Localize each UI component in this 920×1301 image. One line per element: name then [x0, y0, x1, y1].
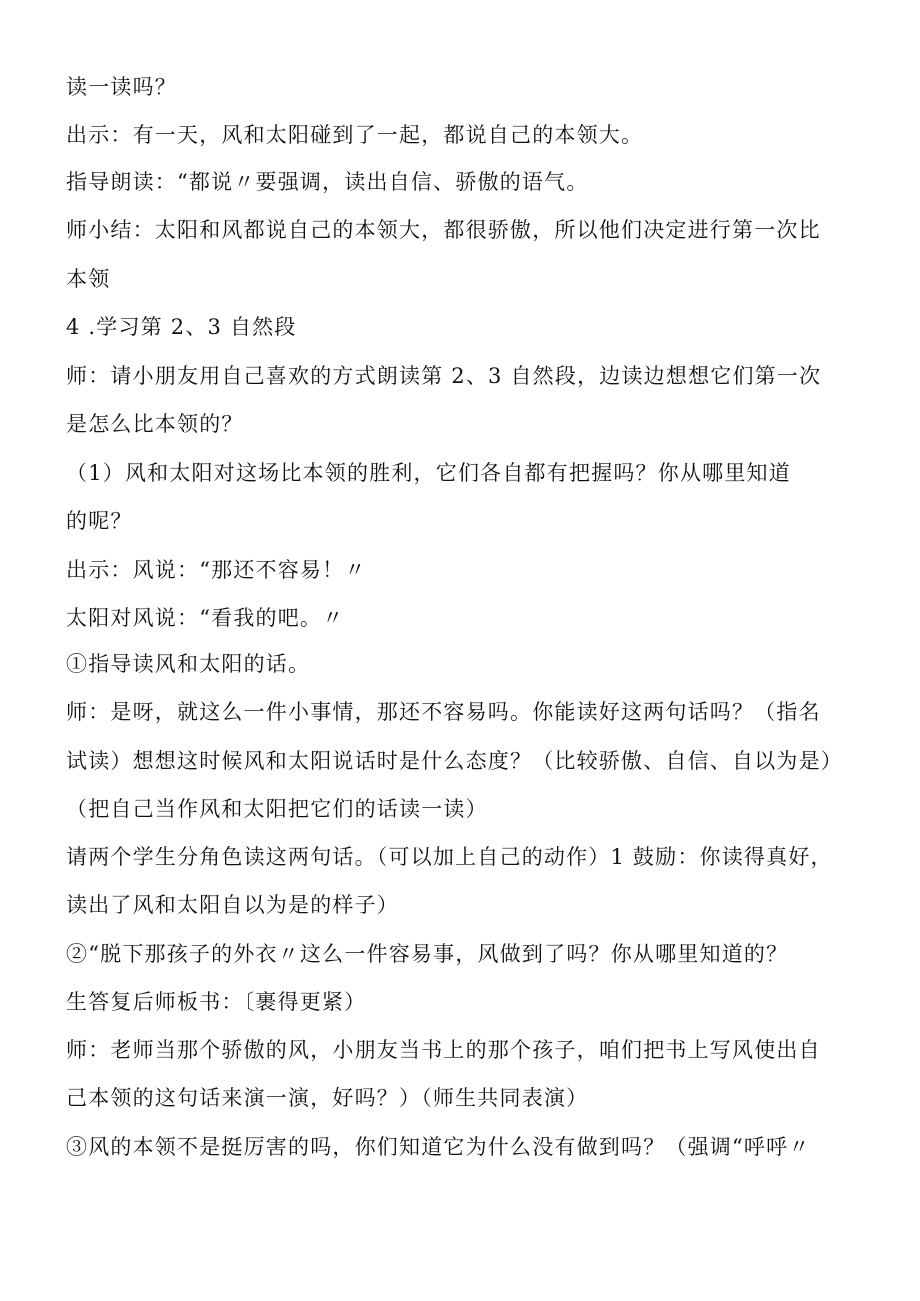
text-line: 本领	[66, 267, 111, 291]
text-line: 师小结：太阳和风都说自己的本领大，都很骄傲，所以他们决定进行第一次比	[66, 218, 821, 242]
text-line: 指导朗读：“都说〃要强调，读出自信、骄傲的语气。	[66, 170, 589, 194]
text-line: （1）风和太阳对这场比本领的胜利，它们各自都有把握吗？你从哪里知道	[66, 461, 791, 485]
text-line: （把自己当作风和太阳把它们的话读一读）	[66, 797, 488, 821]
text-line: 请两个学生分角色读这两句话。（可以加上自己的动作）1 鼓励：你读得真好，	[66, 845, 833, 869]
text-line: 的呢？	[66, 509, 133, 533]
section-heading: 4 .学习第 2、3 自然段	[66, 315, 297, 339]
text-line: 是怎么比本领的？	[66, 412, 244, 436]
text-line: ②“脱下那孩子的外衣〃这么一件容易事，风做到了吗？你从哪里知道的？	[66, 942, 789, 966]
text-line: 读一读吗？	[66, 75, 177, 99]
text-line: 生答复后师板书：〔裹得更紧）	[66, 990, 367, 1014]
text-line: 师：请小朋友用自己喜欢的方式朗读第 2、3 自然段，边读边想想它们第一次	[66, 364, 822, 388]
text-line: 试读）想想这时候风和太阳说话时是什么态度？（比较骄傲、自信、自以为是）	[66, 749, 843, 773]
text-line: ①指导读风和太阳的话。	[66, 652, 311, 676]
text-line: 师：老师当那个骄傲的风，小朋友当书上的那个孩子，咱们把书上写风使出自	[66, 1038, 821, 1062]
text-line: 师：是呀，就这么一件小事情，那还不容易吗。你能读好这两句话吗？（指名	[66, 700, 821, 724]
text-line: 己本领的这句话来演一演，好吗？）（师生共同表演）	[66, 1086, 589, 1110]
text-line: 出示：风说：“那还不容易！〃	[66, 558, 367, 582]
text-line: ③风的本领不是挺厉害的吗，你们知道它为什么没有做到吗？（强调“呼呼〃	[66, 1135, 811, 1159]
text-line: 出示：有一天，风和太阳碰到了一起，都说自己的本领大。	[66, 123, 644, 147]
text-line: 读出了风和太阳自以为是的样子）	[66, 893, 399, 917]
text-line: 太阳对风说：“看我的吧。〃	[66, 606, 345, 630]
